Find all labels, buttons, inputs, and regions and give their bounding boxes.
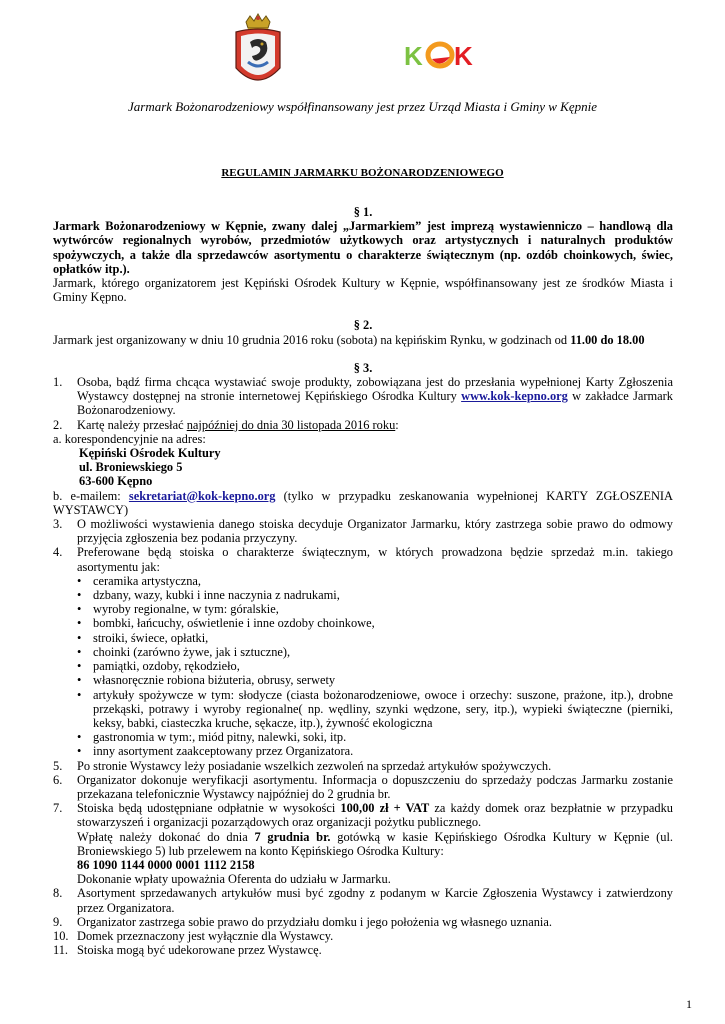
- kepno-crest-logo: [232, 12, 284, 92]
- website-link[interactable]: www.kok-kepno.org: [461, 389, 568, 404]
- address-line-3: 63-600 Kępno: [79, 474, 153, 489]
- bullet-item: • wyroby regionalne, w tym: góralskie,: [53, 602, 673, 616]
- section-3-list-cont: [53, 517, 673, 574]
- assortment-bullets: [53, 574, 673, 759]
- cofinancing-subtitle: Jarmark Bożonarodzeniowy współfinansowany jest przez Urząd Miasta i Gminy w Kępnie: [128, 99, 597, 114]
- section-1-text: Jarmark, którego organizatorem jest Kępiński Ośrodek Kultury w Kępnie, współfinansowany jest ze środków Miasta i Gminy Kępno.: [53, 276, 673, 305]
- section-1-heading: § 1.: [353, 205, 373, 219]
- list-item-6: 6. Organizator dokonuje weryfikacji asortymentu. Informacja o dopuszczeniu do sprzedaży podczas Jarmarku zostanie przekazana telefonicznie Wystawcy najpóźniej do 2 grudnia br.: [53, 772, 673, 801]
- payment-text: Wpłatę należy dokonać do dnia 7 grudnia br. gotówką w kasie Kępińskiego Ośrodka Kultury w Kępnie (ul. Broniewskiego 5) lub przelewem na konto Kępińskiego Ośrodka Kultury:: [77, 829, 673, 858]
- kok-logo: [402, 35, 482, 75]
- page-number: 1: [686, 997, 692, 1011]
- list-item-3: 3. O możliwości wystawienia danego stoiska decyduje Organizator Jarmarku, który zastrzega sobie prawo do odmowy przyjęcia zgłoszenia bez podania przyczyny.: [53, 517, 673, 546]
- bank-account: 86 1090 1144 0000 0001 1112 2158: [77, 857, 255, 872]
- section-3-heading: § 3.: [353, 360, 373, 375]
- bullet-item: • gastronomia w tym:, miód pitny, nalewki, soki, itp.: [53, 730, 673, 744]
- email-link[interactable]: sekretariat@kok-kepno.org: [128, 488, 276, 503]
- payment-date: 7 grudnia br.: [254, 829, 331, 844]
- regulations-body: [53, 205, 673, 957]
- list-item-8: 8. Asortyment sprzedawanych artykułów musi być zgodny z podanym w Karcie Zgłoszenia Wystawcy i zatwierdzony przez Organizatora.: [53, 886, 673, 915]
- list-item-2: 2. Kartę należy przesłać najpóźniej do dnia 30 listopada 2016 roku:: [53, 417, 399, 432]
- address-line-2: ul. Broniewskiego 5: [79, 460, 183, 475]
- page-title: REGULAMIN JARMARKU BOŻONARODZENIOWEGO: [221, 167, 504, 179]
- bullet-item: • ceramika artystyczna,: [53, 574, 673, 588]
- section-1-bold-text: Jarmark Bożonarodzeniowy w Kępnie, zwany dalej „Jarmarkiem” jest imprezą wystawienniczo – handlową dla wytwórców regionalnych wyrobów, przedmiotów użytkowych oraz artystycznych i naturalnych produktów spożywczych, a także dla sprzedawców asortymentu o charakterze świątecznym (np. ozdób choinkowych, świec, opłatków itp.).: [53, 219, 673, 276]
- list-item-5: 5. Po stronie Wystawcy leży posiadanie wszelkich zezwoleń na sprzedaż artykułów spożywczych.: [53, 758, 552, 773]
- stand-price: 100,00 zł + VAT: [340, 801, 430, 816]
- section-3-list: [53, 375, 673, 432]
- list-item-9: 9. Organizator zastrzega sobie prawo do przydziału domku i jego położenia wg własnego uznania.: [53, 914, 552, 929]
- list-item-4: 4. Preferowane będą stoiska o charakterze świątecznym, w których prowadzona będzie sprzedaż m.in. takiego asortymentu jak:: [53, 545, 673, 574]
- list-item-11: 11. Stoiska mogą być udekorowane przez Wystawcę.: [53, 943, 322, 958]
- bullet-item: • choinki (zarówno żywe, jak i sztuczne),: [53, 645, 673, 659]
- list-item-1: 1. Osoba, bądź firma chcąca wystawiać swoje produkty, zobowiązana jest do przesłania wypełnionej Karty Zgłoszenia Wystawcy dostępnej na stronie internetowej Kępińskiego Ośrodka Kultury www.kok-kepno.org w zakładce Jarmark Bożonarodzeniowy.: [53, 375, 673, 418]
- section-3-list-end: [53, 759, 673, 958]
- option-a-label: a. korespondencyjnie na adres:: [53, 431, 206, 446]
- option-b-text: b. e-mailem: sekretariat@kok-kepno.org (tylko w przypadku zeskanowania wypełnionej KARTY ZGŁOSZENIA WYSTAWCY): [53, 488, 674, 517]
- list-item-10: 10. Domek przeznaczony jest wyłącznie dla Wystawcy.: [53, 928, 334, 943]
- svg-text:K: K: [404, 41, 423, 71]
- section-2-text: Jarmark jest organizowany w dniu 10 grudnia 2016 roku (sobota) na kępińskim Rynku, w godzinach od 11.00 do 18.00: [53, 332, 645, 347]
- svg-text:K: K: [454, 41, 473, 71]
- bullet-item: • inny asortyment zaakceptowany przez Organizatora.: [53, 744, 673, 758]
- list-item-7: 7. Stoiska będą udostępniane odpłatnie w wysokości 100,00 zł + VAT za każdy domek oraz bezpłatnie w przypadku stowarzyszeń i organizacji pozarządowych oraz organizacji pożytku publicznego. Wpłatę należy dokonać do dnia 7 grudnia br. gotówką w kasie Kępińskiego Ośrodka Kultury w Kępnie (ul. Broniewskiego 5) lub przelewem na konto Kępińskiego Ośrodka Kultury: 86 1090 1144 0000 0001 1112 2158 Dokonanie wpłaty upoważnia Oferenta do udziału w Jarmarku.: [53, 801, 673, 887]
- bullet-item: • artykuły spożywcze w tym: słodycze (ciasta bożonarodzeniowe, owoce i orzechy: suszone, prażone, itp.), drobne przekąski, potrawy i wyroby regionalne( np. wędliny, szynki wędzone, sery, itp.), wypieki świąteczne (pierniki, keksy, babki, ciasteczka kruche, sękacze, itp.), żywność ekologiczna: [53, 688, 673, 731]
- event-hours: 11.00 do 18.00: [570, 332, 645, 347]
- bullet-item: • pamiątki, ozdoby, rękodzieło,: [53, 659, 673, 673]
- deadline-text: najpóźniej do dnia 30 listopada 2016 roku: [186, 417, 396, 432]
- section-2-heading: § 2.: [353, 318, 373, 333]
- address-line-1: Kępiński Ośrodek Kultury: [79, 446, 221, 461]
- bullet-item: • bombki, łańcuchy, oświetlenie i inne ozdoby choinkowe,: [53, 616, 673, 630]
- bullet-item: • stroiki, świece, opłatki,: [53, 631, 673, 645]
- bullet-item: • własnoręcznie robiona biżuteria, obrusy, serwety: [53, 673, 673, 687]
- bullet-item: • dzbany, wazy, kubki i inne naczynia z nadrukami,: [53, 588, 673, 602]
- payment-confirmation: Dokonanie wpłaty upoważnia Oferenta do udziału w Jarmarku.: [77, 872, 391, 887]
